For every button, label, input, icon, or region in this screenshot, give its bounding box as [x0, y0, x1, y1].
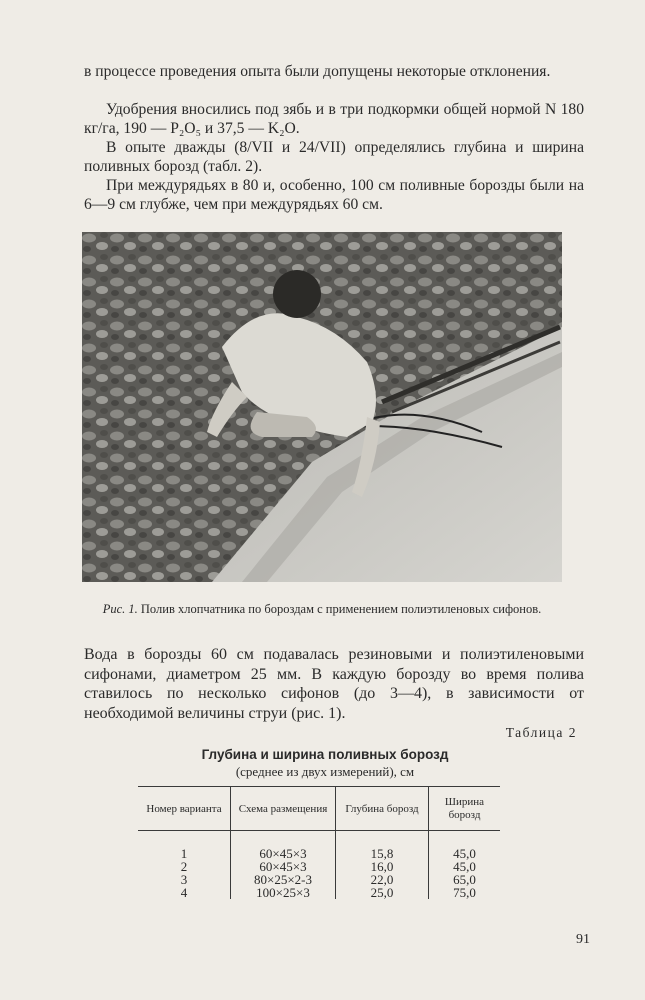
cell-variant: 1 [180, 846, 188, 861]
cell-variant: 3 [180, 872, 188, 887]
table-label: Таблица 2 [505, 725, 577, 740]
cell-scheme: 60×45×3 [231, 831, 336, 861]
photo-cotton-irrigation [82, 232, 562, 582]
cell-width: 75,0 [429, 886, 501, 899]
cell-variant: 2 [180, 859, 188, 874]
cell-scheme: 100×25×3 [231, 886, 336, 899]
table-subtitle: (среднее из двух измерений), см [235, 764, 415, 779]
cell-width: 45,0 [429, 860, 501, 873]
photo-illustration [82, 232, 562, 582]
figure-caption [82, 601, 562, 617]
cell-width: 45,0 [429, 831, 501, 861]
cell-variant: 4 [180, 885, 188, 900]
paragraph-after-figure: Вода в борозды 60 см подавалась резиновыми и полиэтиленовыми сифонами, диаметром 25 мм. В каждую борозду во время полива ставилось по несколько сифонов (до 3—4), в зависимости от необходимой величины струи (рис. 1). [84, 646, 584, 722]
page-number: 91 [576, 932, 590, 947]
furrow-table [138, 786, 500, 899]
table-row [138, 886, 500, 899]
figure-caption-text: Полив хлопчатника по бороздам с применением полиэтиленовых сифонов. [140, 602, 542, 616]
table-row [138, 831, 500, 861]
cell-depth: 22,0 [336, 873, 429, 886]
paragraph-1: в процессе проведения опыта были допущены некоторые отклонения. [84, 63, 551, 80]
cell-width: 65,0 [429, 873, 501, 886]
cell-depth: 15,8 [336, 831, 429, 861]
table-row [138, 873, 500, 886]
paragraph-2: Удобрения вносились под зябь и в три подкормки общей нормой N 180 кг/га, 190 — P₂O₅ и 37,5 — K₂O. [84, 101, 584, 137]
header-width: Ширина борозд [429, 787, 501, 831]
header-scheme: Схема размещения [231, 787, 336, 831]
header-variant: Номер варианта [138, 787, 231, 831]
figure-label: Рис. 1. [102, 602, 138, 616]
table-title: Глубина и ширина поливных борозд [201, 747, 449, 762]
paragraph-4: При междурядьях в 80 и, особенно, 100 см поливные борозды были на 6—9 см глубже, чем при междурядьях 60 см. [84, 177, 584, 213]
paragraph-3: В опыте дважды (8/VII и 24/VII) определялись глубина и ширина поливных борозд (табл. 2). [84, 139, 584, 175]
cell-depth: 25,0 [336, 886, 429, 899]
table-row [138, 860, 500, 873]
cell-depth: 16,0 [336, 860, 429, 873]
cell-scheme: 60×45×3 [231, 860, 336, 873]
table-header-row [138, 787, 500, 831]
cell-scheme: 80×25×2-3 [231, 873, 336, 886]
header-depth: Глубина борозд [336, 787, 429, 831]
